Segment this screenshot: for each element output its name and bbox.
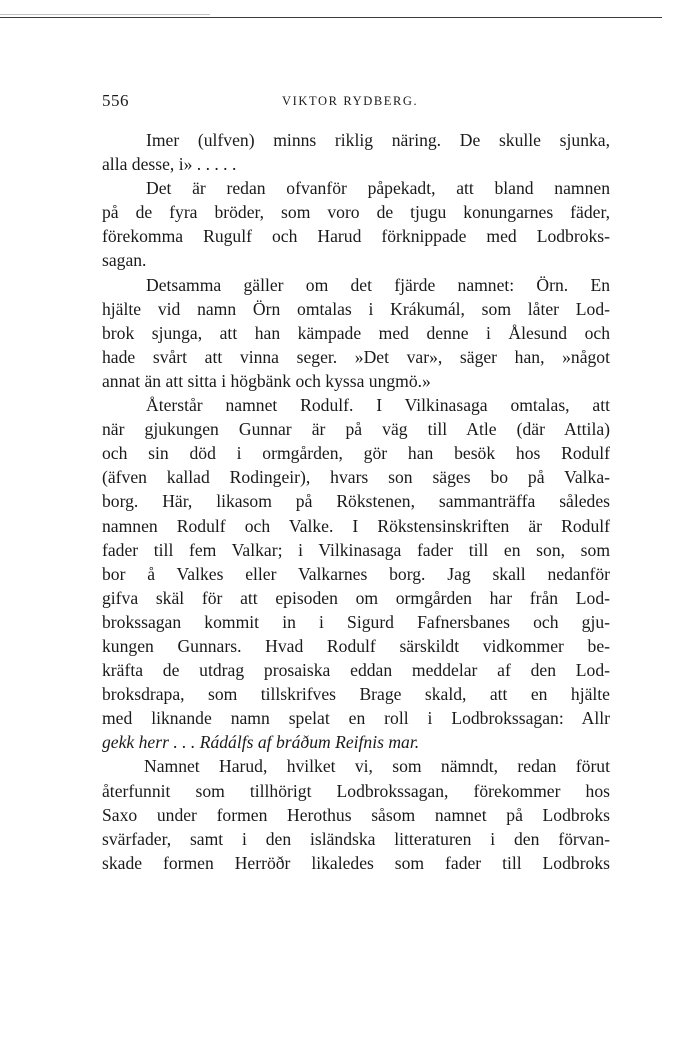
- top-rule-faint: [0, 14, 210, 15]
- page-header: [102, 91, 610, 111]
- text-line: återfunnit som tillhörigt Lodbrokssagan, förekommer hos: [102, 780, 610, 801]
- text-line: gifva skäl för att episoden om ormgården har från Lod-: [102, 587, 610, 608]
- text-line: brok sjunga, att han kämpade med denne i Ålesund och: [102, 322, 610, 343]
- top-rule: [0, 17, 662, 18]
- running-title: VIKTOR RYDBERG.: [282, 94, 419, 108]
- text-line: Det är redan ofvanför påpekadt, att bland namnen: [146, 178, 610, 199]
- text-line: Namnet Harud, hvilket vi, som nämndt, redan förut: [144, 756, 610, 777]
- text-line: kungen Gunnars. Hvad Rodulf särskildt vidkommer be-: [102, 635, 610, 656]
- text-line: skade formen Herröðr likaledes som fader till Lodbroks: [102, 852, 610, 873]
- text-line: med liknande namn spelat en roll i Lodbrokssagan: Allr: [102, 708, 610, 729]
- text-line: kräfta de utdrag prosaiska eddan meddelar af den Lod-: [102, 660, 610, 681]
- text-line: (äfven kallad Rodingeir), hvars son säges bo på Valka-: [102, 467, 610, 488]
- text-line: på de fyra bröder, som voro de tjugu konungarnes fäder,: [102, 202, 610, 223]
- text-line: Imer (ulfven) minns riklig näring. De skulle sjunka,: [146, 130, 610, 150]
- text-line: när gjukungen Gunnar är på väg till Atle (där Attila): [102, 419, 610, 440]
- text-line: fader till fem Valkar; i Vilkinasaga fader till en son, som: [102, 539, 610, 560]
- text-line: hjälte vid namn Örn omtalas i Krákumál, som låter Lod-: [102, 298, 610, 319]
- text-line: sagan.: [102, 250, 147, 271]
- text-line: bor å Valkes eller Valkarnes borg. Jag skall nedanför: [102, 563, 610, 584]
- text-line: hade svårt att vinna seger. »Det var», säger han, »något: [102, 346, 610, 367]
- text-line: alla desse, i» . . . . .: [102, 154, 237, 175]
- page-number: 556: [102, 91, 129, 110]
- text-line: broksdrapa, som tillskrifves Brage skald, att en hjälte: [102, 684, 610, 705]
- text-line: Återstår namnet Rodulf. I Vilkinasaga omtalas, att: [146, 395, 610, 416]
- text-line: och sin död i ormgården, gör han besök hos Rodulf: [102, 443, 610, 464]
- text-line: Detsamma gäller om det fjärde namnet: Örn. En: [146, 274, 610, 295]
- text-line: Saxo under formen Herothus såsom namnet på Lodbroks: [102, 804, 610, 825]
- text-line: brokssagan kommit in i Sigurd Fafnersbanes och gju-: [102, 611, 610, 632]
- text-line: namnen Rodulf och Valke. I Rökstensinskriften är Rodulf: [102, 515, 610, 536]
- text-line: borg. Här, likasom på Rökstenen, sammanträffa således: [102, 491, 610, 512]
- text-line: gekk herr . . . Rádálfs af bráðum Reifnis mar.: [102, 732, 420, 753]
- text-line: svärfader, samt i den isländska litteraturen i den förvan-: [102, 828, 610, 849]
- text-line: annat än att sitta i högbänk och kyssa ungmö.»: [102, 370, 431, 391]
- body-text: [102, 128, 610, 875]
- text-line: förekomma Rugulf och Harud förknippade med Lodbroks-: [102, 226, 610, 247]
